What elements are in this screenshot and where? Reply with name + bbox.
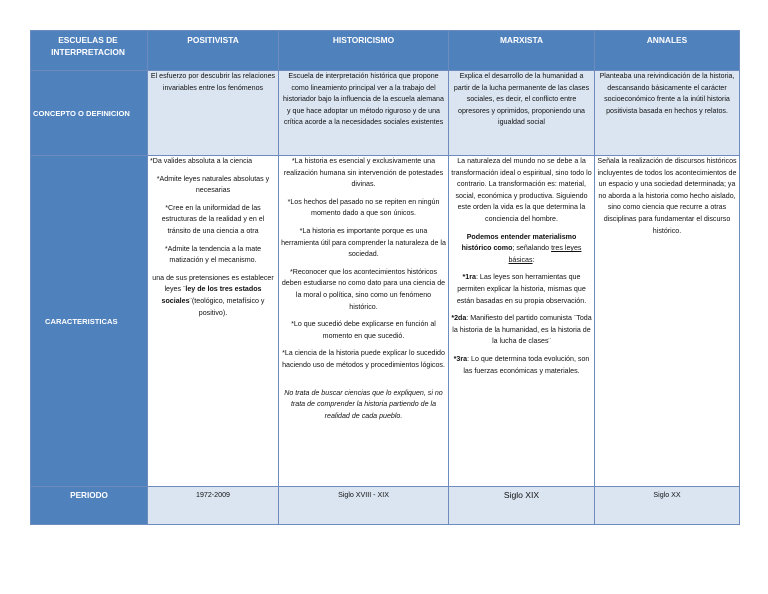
historicismo-item-6: *La ciencia de la historia puede explicar lo sucedido haciendo uso de métodos y procedimientos lógicos. xyxy=(282,349,445,369)
positivista-item-1: *Da valides absoluta a la ciencia xyxy=(150,157,253,165)
marxista-item-2-text-a: Podemos entender materialismo histórico como xyxy=(461,232,577,253)
positivista-item-4: *Admite la tendencia a la mate matización y el mecanismo. xyxy=(164,244,262,265)
periodo-annales: Siglo XX xyxy=(595,487,740,525)
positivista-item-2: *Admite leyes naturales absolutas y necesarias xyxy=(156,174,270,195)
marxista-item-2 xyxy=(451,232,592,267)
positivista-item-3: *Cree en la uniformidad de las estructuras de la realidad y en el tránsito de una ciencia a otra xyxy=(161,203,265,235)
marxista-item-3-text-b: : Las leyes son herramientas que permiten explicar la historia, mismas que están basadas en su propia observación. xyxy=(456,273,587,305)
caracteristicas-annales xyxy=(595,156,740,487)
schools-table xyxy=(30,30,740,525)
marxista-item-2-text-b: ; señalando xyxy=(512,244,552,253)
header-historicismo: HISTORICISMO xyxy=(279,31,449,71)
historicismo-item-5: *Lo que sucedió debe explicarse en función al momento en que sucedió. xyxy=(291,320,436,340)
caracteristicas-row xyxy=(31,156,740,487)
concepto-annales: Planteaba una reivindicación de la historia, descansando básicamente el carácter socioeconómico frente a la inútil historia positivista basada en hechos y relatos. xyxy=(595,71,740,156)
header-positivista: POSITIVISTA xyxy=(148,31,279,71)
periodo-marxista: Siglo XIX xyxy=(449,487,595,525)
historicismo-item-7: No trata de buscar ciencias que lo expliquen, si no trata de comprender la historia partiendo de la realidad de cada pueblo. xyxy=(284,388,443,420)
historicismo-item-3: *La historia es importante porque es una herramienta útil para comprender la naturaleza de la sociedad. xyxy=(281,226,446,259)
caracteristicas-historicismo xyxy=(279,156,449,487)
annales-item-1: Señala la realización de discursos históricos incluyentes de todos los acontecimientos de un espacio y una sociedad determinada; ya no aborda a la historia como hecho aislado, sino como ciencia que recurre a otras disciplinas para fundamentar el discurso histórico. xyxy=(597,157,737,235)
caracteristicas-marxista xyxy=(449,156,595,487)
positivista-item-5 xyxy=(150,273,276,319)
positivista-item-5-text-a: una de sus pretensiones es establecer leyes ¨ xyxy=(152,273,274,294)
marxista-item-1: La naturaleza del mundo no se debe a la transformación ideal o espiritual, sino todo lo contrario. La transformación es: material, social, económica y productiva. Siguiendo este orden la vida es la que determina la conciencia del hombre. xyxy=(451,157,592,223)
caracteristicas-label-text: CARACTERISTICAS xyxy=(45,316,118,326)
marxista-item-4-text-a: *2da xyxy=(451,314,467,323)
concepto-marxista: Explica el desarrollo de la humanidad a partir de la lucha permanente de las clases sociales, es decir, el conflicto entre opresores y oprimidos, proponiendo una igualdad social xyxy=(449,71,595,156)
periodo-row xyxy=(31,487,740,525)
caracteristicas-label xyxy=(31,156,148,487)
marxista-item-5 xyxy=(451,354,592,377)
periodo-positivista: 1972-2009 xyxy=(148,487,279,525)
marxista-item-2-text-d: : xyxy=(532,255,535,264)
historicismo-item-2: *Los hechos del pasado no se repiten en ningún momento dado a que son únicos. xyxy=(287,197,440,218)
marxista-item-4 xyxy=(451,313,592,348)
marxista-item-3-text-a: *1ra xyxy=(462,273,476,282)
marxista-item-5-text-a: *3ra xyxy=(453,354,468,363)
concepto-label: CONCEPTO O DEFINICION xyxy=(31,71,148,156)
concepto-historicismo: Escuela de interpretación histórica que propone como lineamiento principal ver a la trabajo del historiador bajo la influencia de la escuela alemana y que hace adoptar un método riguroso y de una crítica acorde a la necesidades sociales existentes xyxy=(279,71,449,156)
header-annales: ANNALES xyxy=(595,31,740,71)
marxista-item-5-text-b: : Lo que determina toda evolución, son las fuerzas económicas y materiales. xyxy=(463,354,590,375)
concepto-row xyxy=(31,71,740,156)
header-row xyxy=(31,31,740,71)
header-escuelas: ESCUELAS DE INTERPRETACION xyxy=(31,31,148,71)
positivista-item-5-text-b: ley de los tres estados sociales xyxy=(161,285,262,305)
caracteristicas-positivista xyxy=(148,156,279,487)
concepto-positivista: El esfuerzo por descubrir las relaciones invariables entre los fenómenos xyxy=(148,71,279,156)
marxista-item-4-text-b: : Manifiesto del partido comunista ¨Toda la historia de la humanidad, es la historia de la lucha de clases¨ xyxy=(452,314,592,346)
historicismo-item-4: *Reconocer que los acontecimientos históricos deben estudiarse no como dato para una ciencia de la moral o política, sino como un fenómeno histórico. xyxy=(281,267,446,311)
historicismo-item-1: *La historia es esencial y exclusivamente una realización humana sin intervención de potestades divinas. xyxy=(283,157,444,189)
positivista-item-5-text-c: ¨(teológico, metafísico y positivo). xyxy=(189,296,265,317)
marxista-item-3 xyxy=(451,272,592,307)
periodo-label: PERIODO xyxy=(31,487,148,525)
header-marxista: MARXISTA xyxy=(449,31,595,71)
marxista-item-2-text-c: tres leyes básicas xyxy=(508,244,582,264)
periodo-historicismo: Siglo XVIII - XIX xyxy=(279,487,449,525)
